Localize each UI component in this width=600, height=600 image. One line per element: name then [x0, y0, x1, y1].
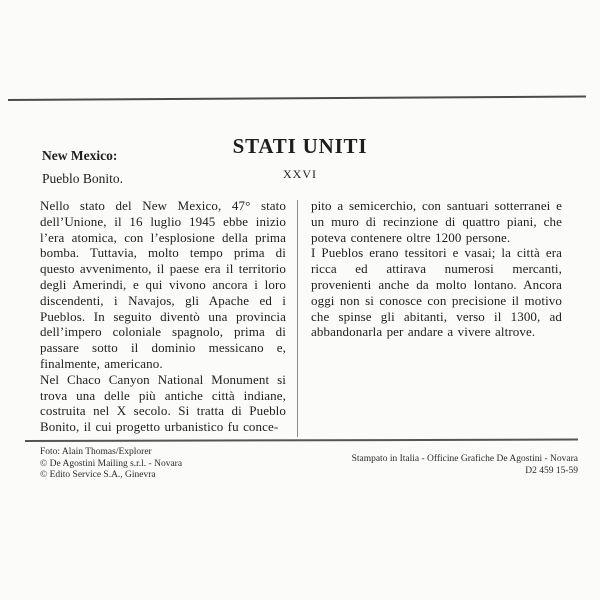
article-column-right: [311, 198, 562, 340]
article-paragraph: Nel Chaco Canyon National Monument si trova una delle più antiche città indiane, costruita nel X secolo. Si tratta di Pueblo Bonito, il cui progetto urbanistico fu conce-: [40, 371, 286, 435]
card-title: STATI UNITI: [232, 134, 368, 158]
article-paragraph: Nello stato del New Mexico, 47° stato dell’Unione, il 16 luglio 1945 ebbe inizio l’era atomica, con l’esplosione della prima bomba. Tuttavia, molto tempo prima di questo avvenimento, il paese era il territorio degli Amerindi, e qui vivono ancora i loro discendenti, i Navajos, gli Apache ed i Pueblos. In seguito diventò una provincia dell’impero coloniale spagnolo, prima di passare sotto il dominio messicano e, finalmente, americano.: [40, 198, 286, 371]
article-paragraph: I Pueblos erano tessitori e vasai; la città era ricca ed attirava numerosi mercanti, provenienti anche da molto lontano. Ancora oggi non si conosce con precisione il motivo che spinse gli abitanti, verso il 1300, ad abbandonarla per andare a vivere altrove.: [311, 245, 562, 340]
footer-divider-rule: [25, 439, 578, 442]
article-paragraph: pito a semicerchio, con santuari sotterranei e un muro di recinzione di quattro piani, che poteva contenere oltre 1200 persone.: [311, 198, 562, 245]
credit-line-photo: Foto: Alain Thomas/Explorer: [40, 447, 152, 457]
imprint-block: [352, 454, 578, 477]
region-subject: Pueblo Bonito.: [42, 171, 124, 186]
column-divider-rule: [297, 200, 298, 437]
card-top-edge-rule: [8, 95, 586, 101]
region-label: New Mexico:: [42, 148, 118, 163]
article-column-left: [40, 198, 286, 435]
credits-block: [40, 447, 182, 482]
card-series-number: XXVI: [283, 167, 317, 181]
imprint-line-code: D2 459 15-59: [525, 465, 578, 476]
credit-line-copyright-2: © Edito Service S.A., Ginevra: [40, 470, 156, 480]
credit-line-copyright-1: © De Agostini Mailing s.r.l. - Novara: [40, 458, 183, 469]
imprint-line-printer: Stampato in Italia - Officine Grafiche De Agostini - Novara: [351, 454, 578, 464]
